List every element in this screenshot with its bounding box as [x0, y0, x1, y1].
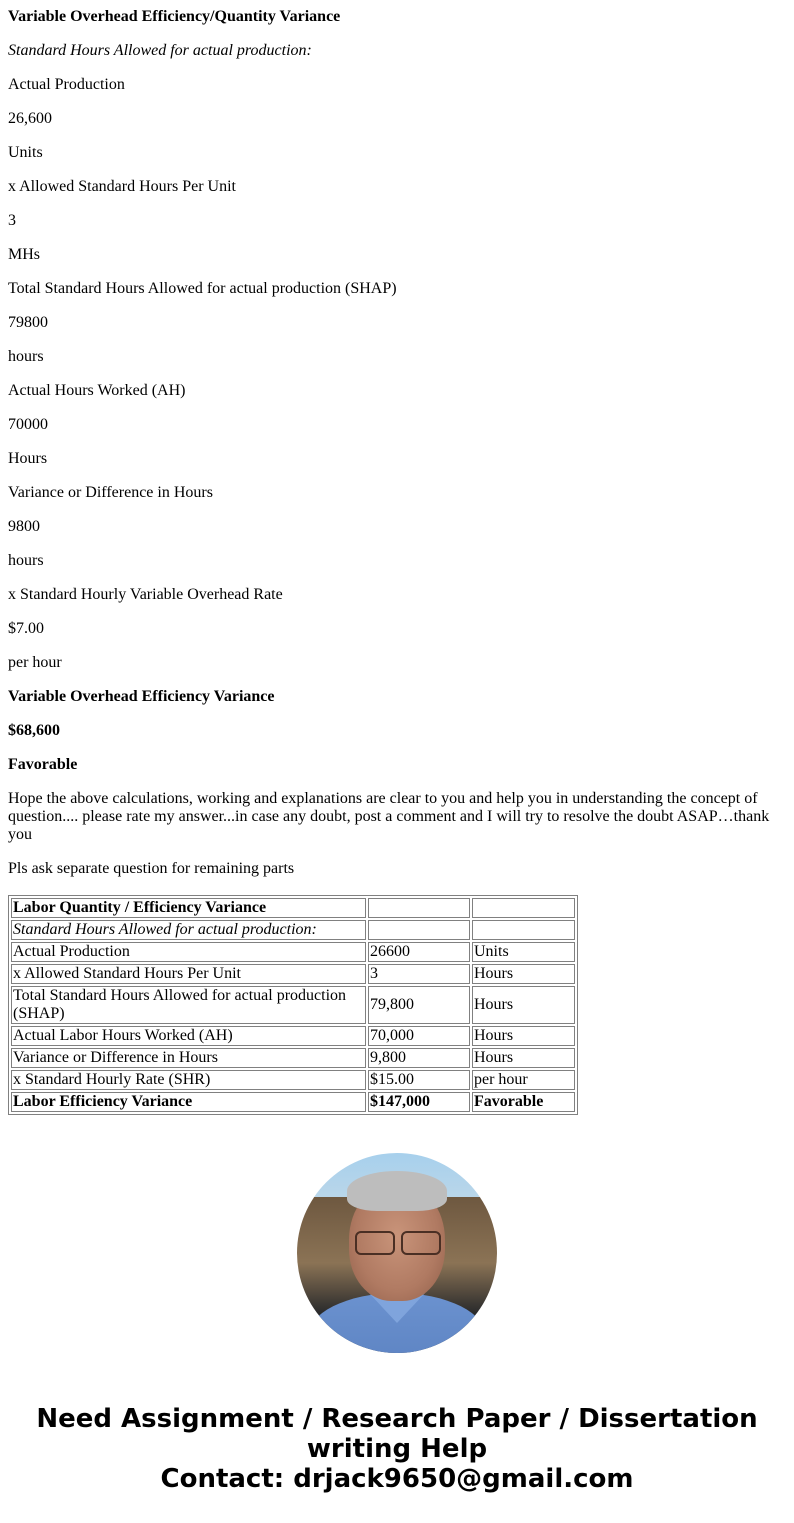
table-row	[11, 898, 575, 918]
table-cell-value	[368, 920, 470, 940]
closing-note: Hope the above calculations, working and explanations are clear to you and help you in understanding the concept of question.... please rate my answer...in case any doubt, post a comment and I will try to resolve the doubt ASAP…thank you	[8, 790, 770, 843]
table-cell-label: Standard Hours Allowed for actual production:	[11, 920, 366, 940]
voh-line: $7.00	[8, 620, 44, 637]
voh-line: Total Standard Hours Allowed for actual production (SHAP)	[8, 280, 397, 297]
table-cell-label: x Allowed Standard Hours Per Unit	[11, 964, 366, 984]
table-cell-unit: Hours	[472, 964, 575, 984]
table-cell-label: Labor Quantity / Efficiency Variance	[11, 898, 366, 918]
voh-line: 3	[8, 212, 16, 229]
table-cell-label: x Standard Hourly Rate (SHR)	[11, 1070, 366, 1090]
voh-line: Hours	[8, 450, 48, 467]
voh-result-status: Favorable	[8, 756, 78, 773]
voh-line: Standard Hours Allowed for actual production:	[8, 42, 312, 59]
table-row	[11, 1026, 575, 1046]
table-cell-label: Actual Production	[11, 942, 366, 962]
promo-line: writing Help	[306, 1434, 488, 1464]
answer-content	[8, 0, 786, 886]
voh-line: x Standard Hourly Variable Overhead Rate	[8, 586, 283, 603]
avatar-glasses	[353, 1231, 441, 1253]
table-row	[11, 942, 575, 962]
table-cell-label: Total Standard Hours Allowed for actual production (SHAP)	[11, 986, 366, 1024]
table-cell-value: 3	[368, 964, 470, 984]
separate-question-note: Pls ask separate question for remaining parts	[8, 860, 295, 877]
table-row	[11, 1048, 575, 1068]
voh-line: per hour	[8, 654, 62, 671]
table-cell-value: 26600	[368, 942, 470, 962]
voh-line: hours	[8, 552, 44, 569]
voh-line: Units	[8, 144, 43, 161]
voh-line: 26,600	[8, 110, 52, 127]
table-cell-value: 79,800	[368, 986, 470, 1024]
table-cell-label: Labor Efficiency Variance	[11, 1092, 366, 1112]
voh-line: Actual Hours Worked (AH)	[8, 382, 186, 399]
voh-line: hours	[8, 348, 44, 365]
table-cell-unit	[472, 920, 575, 940]
avatar-hair	[347, 1171, 447, 1211]
voh-result-label: Variable Overhead Efficiency Variance	[8, 688, 275, 705]
author-avatar	[297, 1153, 497, 1353]
voh-line: MHs	[8, 246, 41, 263]
table-row	[11, 920, 575, 940]
voh-line: Actual Production	[8, 76, 125, 93]
table-cell-label: Actual Labor Hours Worked (AH)	[11, 1026, 366, 1046]
voh-line: 9800	[8, 518, 40, 535]
promo-line: Need Assignment / Research Paper / Dissertation	[36, 1404, 758, 1434]
voh-line: x Allowed Standard Hours Per Unit	[8, 178, 236, 195]
table-cell-unit: Hours	[472, 1026, 575, 1046]
voh-line: 70000	[8, 416, 48, 433]
table-row	[11, 1092, 575, 1112]
table-cell-value: 9,800	[368, 1048, 470, 1068]
voh-heading: Variable Overhead Efficiency/Quantity Variance	[8, 8, 341, 25]
table-cell-unit: per hour	[472, 1070, 575, 1090]
table-row	[11, 986, 575, 1024]
voh-line: Variance or Difference in Hours	[8, 484, 213, 501]
table-row	[11, 964, 575, 984]
table-cell-unit	[472, 898, 575, 918]
promo-footer	[0, 1404, 794, 1494]
voh-line: 79800	[8, 314, 48, 331]
labor-variance-table	[8, 895, 578, 1115]
table-cell-unit: Hours	[472, 986, 575, 1024]
promo-contact: Contact: drjack9650@gmail.com	[160, 1464, 634, 1494]
table-row	[11, 1070, 575, 1090]
table-cell-unit: Units	[472, 942, 575, 962]
table-cell-value: $147,000	[368, 1092, 470, 1112]
table-cell-value: $15.00	[368, 1070, 470, 1090]
table-cell-unit: Favorable	[472, 1092, 575, 1112]
table-cell-unit: Hours	[472, 1048, 575, 1068]
table-cell-value: 70,000	[368, 1026, 470, 1046]
voh-result-value: $68,600	[8, 722, 60, 739]
table-cell-value	[368, 898, 470, 918]
table-cell-label: Variance or Difference in Hours	[11, 1048, 366, 1068]
